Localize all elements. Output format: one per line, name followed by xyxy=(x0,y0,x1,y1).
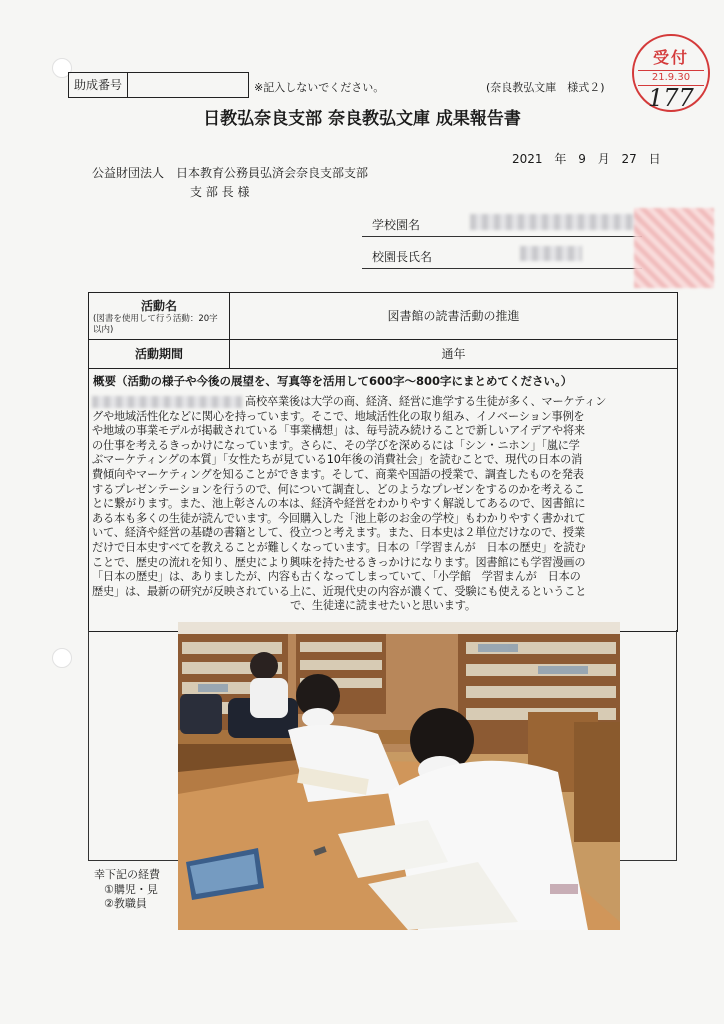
overview-line: 高校卒業後は大学の商、経済、経営に進学する生徒が多く、マーケティン xyxy=(245,395,607,408)
addressee-title: 支 部 長 様 xyxy=(190,185,250,199)
footer-fragment: ②教職員 xyxy=(104,897,147,910)
handwritten-number: 177 xyxy=(648,84,694,112)
overview-line: とに繋がります。また、池上彰さんの本は、経済や経営をわかりやすく解説してあるので、図書館に xyxy=(92,497,586,511)
overview-line: で、生徒達に読ませたいと思います。 xyxy=(290,599,476,613)
divider xyxy=(362,268,642,269)
table-border-right xyxy=(676,630,677,860)
principal-name-label: 校園長氏名 xyxy=(372,250,433,264)
activity-photo xyxy=(178,622,620,930)
activity-period-value: 通年 xyxy=(441,347,466,361)
principal-name-redacted xyxy=(520,246,582,261)
date-month-unit: 月 xyxy=(597,152,610,166)
grant-number-field xyxy=(128,73,248,97)
date-year-unit: 年 xyxy=(554,152,567,166)
overview-line: 歴史」は、最新の研究が反映されている上に、近現代史の内容が濃くて、受験にも使えるということ xyxy=(92,584,587,598)
activity-period-row xyxy=(89,340,677,369)
activity-name-label: 活動名 xyxy=(140,299,177,313)
date-month: 9 xyxy=(578,152,586,166)
footer-fragment: ①購児・見 xyxy=(104,883,158,896)
overview-line: 費傾向やマーケティングを知ることができます。そして、商業や国語の授業で、調査したものを発表 xyxy=(92,467,584,481)
divider xyxy=(362,236,642,237)
library-photo-illustration xyxy=(178,622,620,930)
principal-seal xyxy=(634,208,714,288)
date-day: 27 xyxy=(621,152,637,166)
form-id: (奈良教弘文庫 様式２) xyxy=(486,81,605,94)
overview-text xyxy=(92,395,674,614)
overview-line: ある本も多くの生徒が読んでいます。今回購入した「池上彰のお金の学校」もわかりやすく書かれて xyxy=(92,511,586,525)
overview-line: グや地域活性化などに関心を持っています。そこで、地域活性化の取り組み、イノベーション事例を xyxy=(92,409,585,423)
addressee-org: 公益財団法人 日本教育公務員弘済会奈良支部支部 xyxy=(92,166,369,180)
activity-period-label: 活動期間 xyxy=(89,340,230,368)
page-title: 日教弘奈良支部 奈良教弘文庫 成果報告書 xyxy=(203,109,521,129)
activity-name-sublabel: (図書を使用して行う活動：20字以内) xyxy=(93,314,218,335)
activity-name-value: 図書館の読書活動の推進 xyxy=(387,309,520,323)
date-day-unit: 日 xyxy=(648,152,661,166)
table-border-left xyxy=(88,630,89,860)
school-name-label: 学校園名 xyxy=(372,218,421,232)
report-date xyxy=(512,150,661,167)
school-name-redacted xyxy=(470,214,640,230)
activity-name-row xyxy=(89,293,677,340)
date-year: 2021 xyxy=(512,152,543,166)
note-text: ※記入しないでください。 xyxy=(254,81,385,94)
grant-number-box xyxy=(68,72,249,98)
overview-label: 概要（活動の様子や今後の展望を、写真等を活用して600字～800字にまとめてください。） xyxy=(93,374,573,388)
overview-line: ぶマーケティングの本質」「女性たちが見ている10年後の消費社会」を読むことで、現代の日本の消 xyxy=(92,453,583,467)
overview-line: や地域の事業モデルが掲載されている「事業構想」は、毎号読み続けることで新しいアイデアや将来 xyxy=(92,424,585,438)
activity-name-cell xyxy=(89,293,230,339)
binder-hole xyxy=(52,648,72,668)
stamp-date: 21.9.30 xyxy=(638,70,704,86)
footer-fragment: 幸下記の経費 xyxy=(94,868,160,881)
overview-line: 「日本の歴史」は、ありましたが、内容も古くなってしまっていて、「小学館 学習まんが 日本の xyxy=(92,570,581,584)
overview-line: いて、経済や経営の基礎の書籍として、役立つと考えます。また、日本史は２単位だけなので、授業 xyxy=(92,526,585,540)
overview-line: の仕事を考えるきっかけになっています。さらに、その学びを深めるには「シン・ニホン」「嵐に学 xyxy=(92,438,580,452)
overview-line: するプレゼンテーションを行うので、何について調査し、どのようなプレゼンをするのかを考えるこ xyxy=(92,482,585,496)
stamp-label: 受付 xyxy=(652,48,689,67)
grant-number-label: 助成番号 xyxy=(69,73,128,97)
overview-line: だけで日本史すべてを教えることが難しくなっています。日本の「学習まんが 日本の歴史」を読む xyxy=(92,540,586,554)
overview-line: ことで、歴史の流れを知り、歴史により興味を持たせるきっかけになります。図書館にも学習漫画の xyxy=(92,555,586,569)
